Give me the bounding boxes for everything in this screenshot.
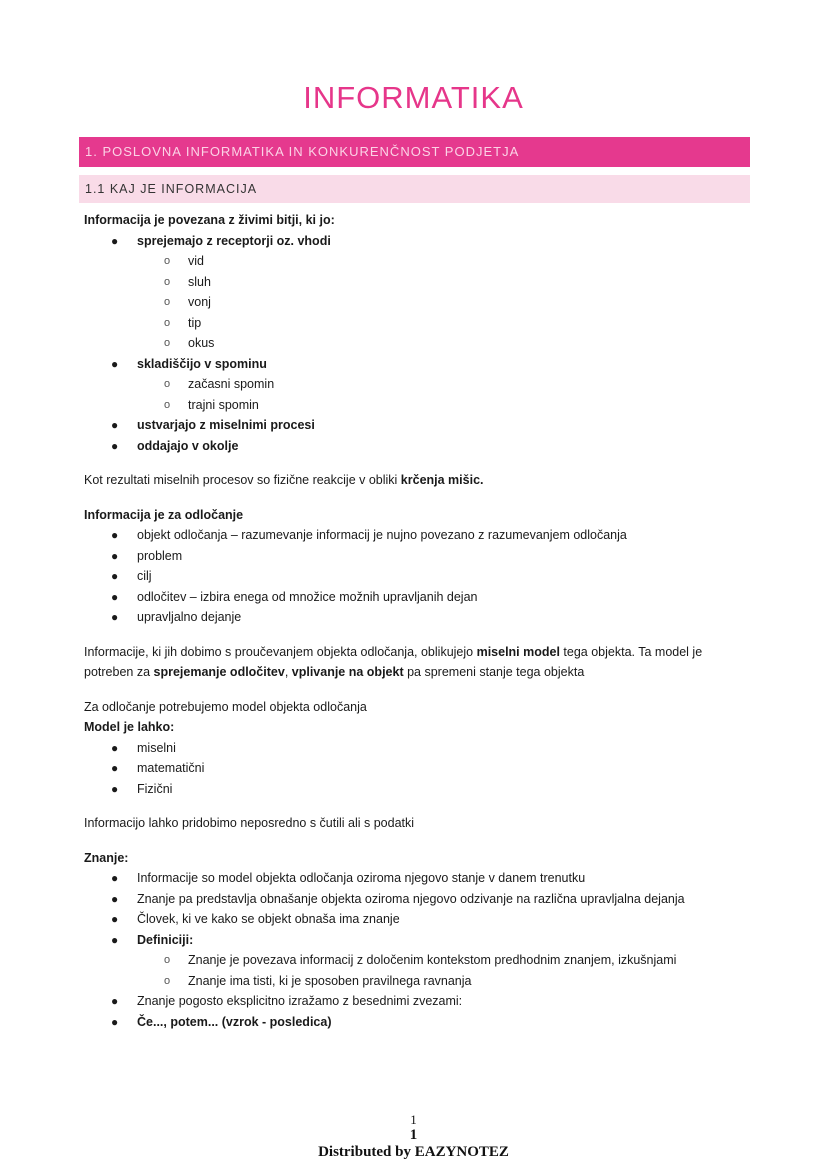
- list-item: [84, 587, 734, 608]
- list-item: [84, 738, 734, 759]
- section3-list: [84, 738, 734, 800]
- bullet-icon: ●: [111, 569, 119, 583]
- list-item-label: Informacije so model objekta odločanja oziroma njegovo stanje v danem trenutku: [137, 871, 586, 885]
- paragraph-text: Informacije, ki jih dobimo s proučevanjem objekta odločanja, oblikujejo: [84, 644, 477, 659]
- list-item: [84, 889, 734, 910]
- list-item-label: Definiciji:: [137, 932, 194, 947]
- page-number-small: 1: [410, 1112, 417, 1127]
- sub-list-item: [84, 251, 734, 272]
- list-item: [84, 909, 734, 930]
- list-item: [84, 758, 734, 779]
- sub-item-label: vonj: [188, 295, 211, 309]
- list-item-label: Če..., potem... (vzrok - posledica): [137, 1014, 332, 1029]
- sub-list-item: [84, 272, 734, 293]
- list-item-label: sprejemajo z receptorji oz. vhodi: [137, 233, 331, 248]
- bullet-icon: ●: [111, 418, 119, 432]
- sub-item-label: Znanje ima tisti, ki je sposoben pravilnega ravnanja: [188, 973, 472, 988]
- sub-list-item: [84, 313, 734, 334]
- bullet-icon: ●: [111, 528, 119, 542]
- heading-1: 1. POSLOVNA INFORMATIKA IN KONKURENČNOST PODJETJA: [79, 137, 750, 167]
- sub-item-label: vid: [188, 254, 204, 268]
- list-item: [84, 546, 734, 567]
- list-item: [84, 991, 734, 1012]
- list-item-label: Človek, ki ve kako se objekt obnaša ima znanje: [137, 912, 400, 926]
- sub-bullet-icon: o: [164, 398, 171, 411]
- bullet-icon: ●: [111, 589, 119, 604]
- list-item-label: ustvarjajo z miselnimi procesi: [137, 418, 315, 432]
- list-item-label: cilj: [137, 569, 152, 583]
- sub-item-label: trajni spomin: [188, 397, 259, 412]
- section3-line: Za odločanje potrebujemo model objekta odločanja: [84, 699, 367, 714]
- sub-item-label: Znanje je povezava informacij z določenim kontekstom predhodnim znanjem, izkušnjami: [188, 953, 677, 967]
- bullet-icon: ●: [111, 932, 119, 947]
- sub-bullet-icon: o: [164, 296, 171, 308]
- heading-2: 1.1 KAJ JE INFORMACIJA: [79, 175, 750, 203]
- section4-list: [84, 868, 734, 1032]
- document-content: [84, 210, 734, 1032]
- sub-item-label: začasni spomin: [188, 377, 275, 391]
- sub-list-item: [84, 333, 734, 354]
- bullet-icon: ●: [111, 871, 119, 885]
- sub-item-label: sluh: [188, 274, 211, 289]
- sub-bullet-icon: o: [164, 378, 171, 390]
- list-item-label: odločitev – izbira enega od množice možnih upravljanih dejan: [137, 589, 478, 604]
- bullet-icon: ●: [111, 912, 119, 926]
- list-item: [84, 566, 734, 587]
- section2-heading: Informacija je za odločanje: [84, 507, 244, 522]
- paragraph-model: [84, 642, 734, 683]
- sub-list-item: [84, 395, 734, 416]
- page-number-large: 1: [409, 1127, 418, 1143]
- sub-list-item: [84, 292, 734, 313]
- list-item-label: Znanje pogosto eksplicitno izražamo z besednimi zvezami:: [137, 994, 463, 1008]
- paragraph-sources: Informacijo lahko pridobimo neposredno s čutili ali s podatki: [84, 816, 415, 830]
- list-item-label: upravljalno dejanje: [137, 610, 242, 624]
- list-item-label: miselni: [137, 740, 176, 755]
- bullet-icon: ●: [111, 761, 119, 775]
- bullet-icon: ●: [111, 233, 119, 248]
- section3-heading: Model je lahko:: [84, 720, 175, 734]
- section1-list: [84, 231, 734, 457]
- sub-list-item: [84, 971, 734, 992]
- list-item-label: oddajajo v okolje: [137, 438, 239, 453]
- bullet-icon: ●: [111, 438, 119, 453]
- bullet-icon: ●: [111, 740, 119, 755]
- sub-bullet-icon: o: [164, 954, 171, 966]
- paragraph-reactions: [84, 470, 734, 491]
- list-item: [84, 415, 734, 436]
- list-item: [84, 436, 734, 457]
- list-item: [84, 930, 734, 951]
- list-item: [84, 868, 734, 889]
- sub-item-label: okus: [188, 336, 215, 350]
- bullet-icon: ●: [111, 891, 119, 906]
- list-item-label: matematični: [137, 761, 205, 775]
- distributor-footer: Distributed by EAZYNOTEZ: [318, 1144, 509, 1160]
- list-item-label: problem: [137, 548, 183, 563]
- list-item: [84, 1012, 734, 1033]
- bullet-icon: ●: [111, 610, 119, 624]
- paragraph-text: ,: [284, 665, 292, 679]
- paragraph-bold: krčenja mišic.: [400, 473, 484, 487]
- sub-bullet-icon: o: [164, 275, 171, 288]
- section2-list: [84, 525, 734, 628]
- paragraph-text: tega objekta. Ta model je potreben za: [84, 644, 703, 679]
- list-item: [84, 779, 734, 800]
- section4-heading: Znanje:: [84, 850, 129, 865]
- bullet-icon: ●: [111, 548, 119, 563]
- section1-intro: Informacija je povezana z živimi bitji, ki jo:: [84, 213, 335, 227]
- sub-bullet-icon: o: [164, 974, 171, 987]
- sub-bullet-icon: o: [164, 255, 171, 267]
- list-item: [84, 607, 734, 628]
- paragraph-text: Kot rezultati miselnih procesov so fizične reakcije v obliki: [84, 473, 401, 487]
- paragraph-bold: sprejemanje odločitev: [153, 665, 285, 679]
- sub-item-label: tip: [188, 315, 202, 330]
- list-item-label: Fizični: [137, 781, 173, 796]
- list-item-label: skladiščijo v spominu: [137, 356, 267, 371]
- sub-list-item: [84, 374, 734, 395]
- document-title: INFORMATIKA: [303, 80, 524, 115]
- sub-bullet-icon: o: [164, 337, 171, 349]
- list-item: [84, 525, 734, 546]
- list-item: [84, 231, 734, 252]
- sub-bullet-icon: o: [164, 316, 171, 329]
- paragraph-bold: miselni model: [476, 644, 560, 659]
- paragraph-text: pa spremeni stanje tega objekta: [403, 665, 585, 679]
- list-item-label: Znanje pa predstavlja obnašanje objekta oziroma njegovo odzivanje na različna upravljalna dejanja: [137, 891, 685, 906]
- bullet-icon: ●: [111, 356, 119, 371]
- bullet-icon: ●: [111, 781, 119, 796]
- paragraph-bold: vplivanje na objekt: [291, 665, 404, 679]
- list-item: [84, 354, 734, 375]
- bullet-icon: ●: [111, 1014, 119, 1029]
- bullet-icon: ●: [111, 994, 119, 1008]
- list-item-label: objekt odločanja – razumevanje informacij je nujno povezano z razumevanjem odločanja: [137, 528, 627, 542]
- sub-list-item: [84, 950, 734, 971]
